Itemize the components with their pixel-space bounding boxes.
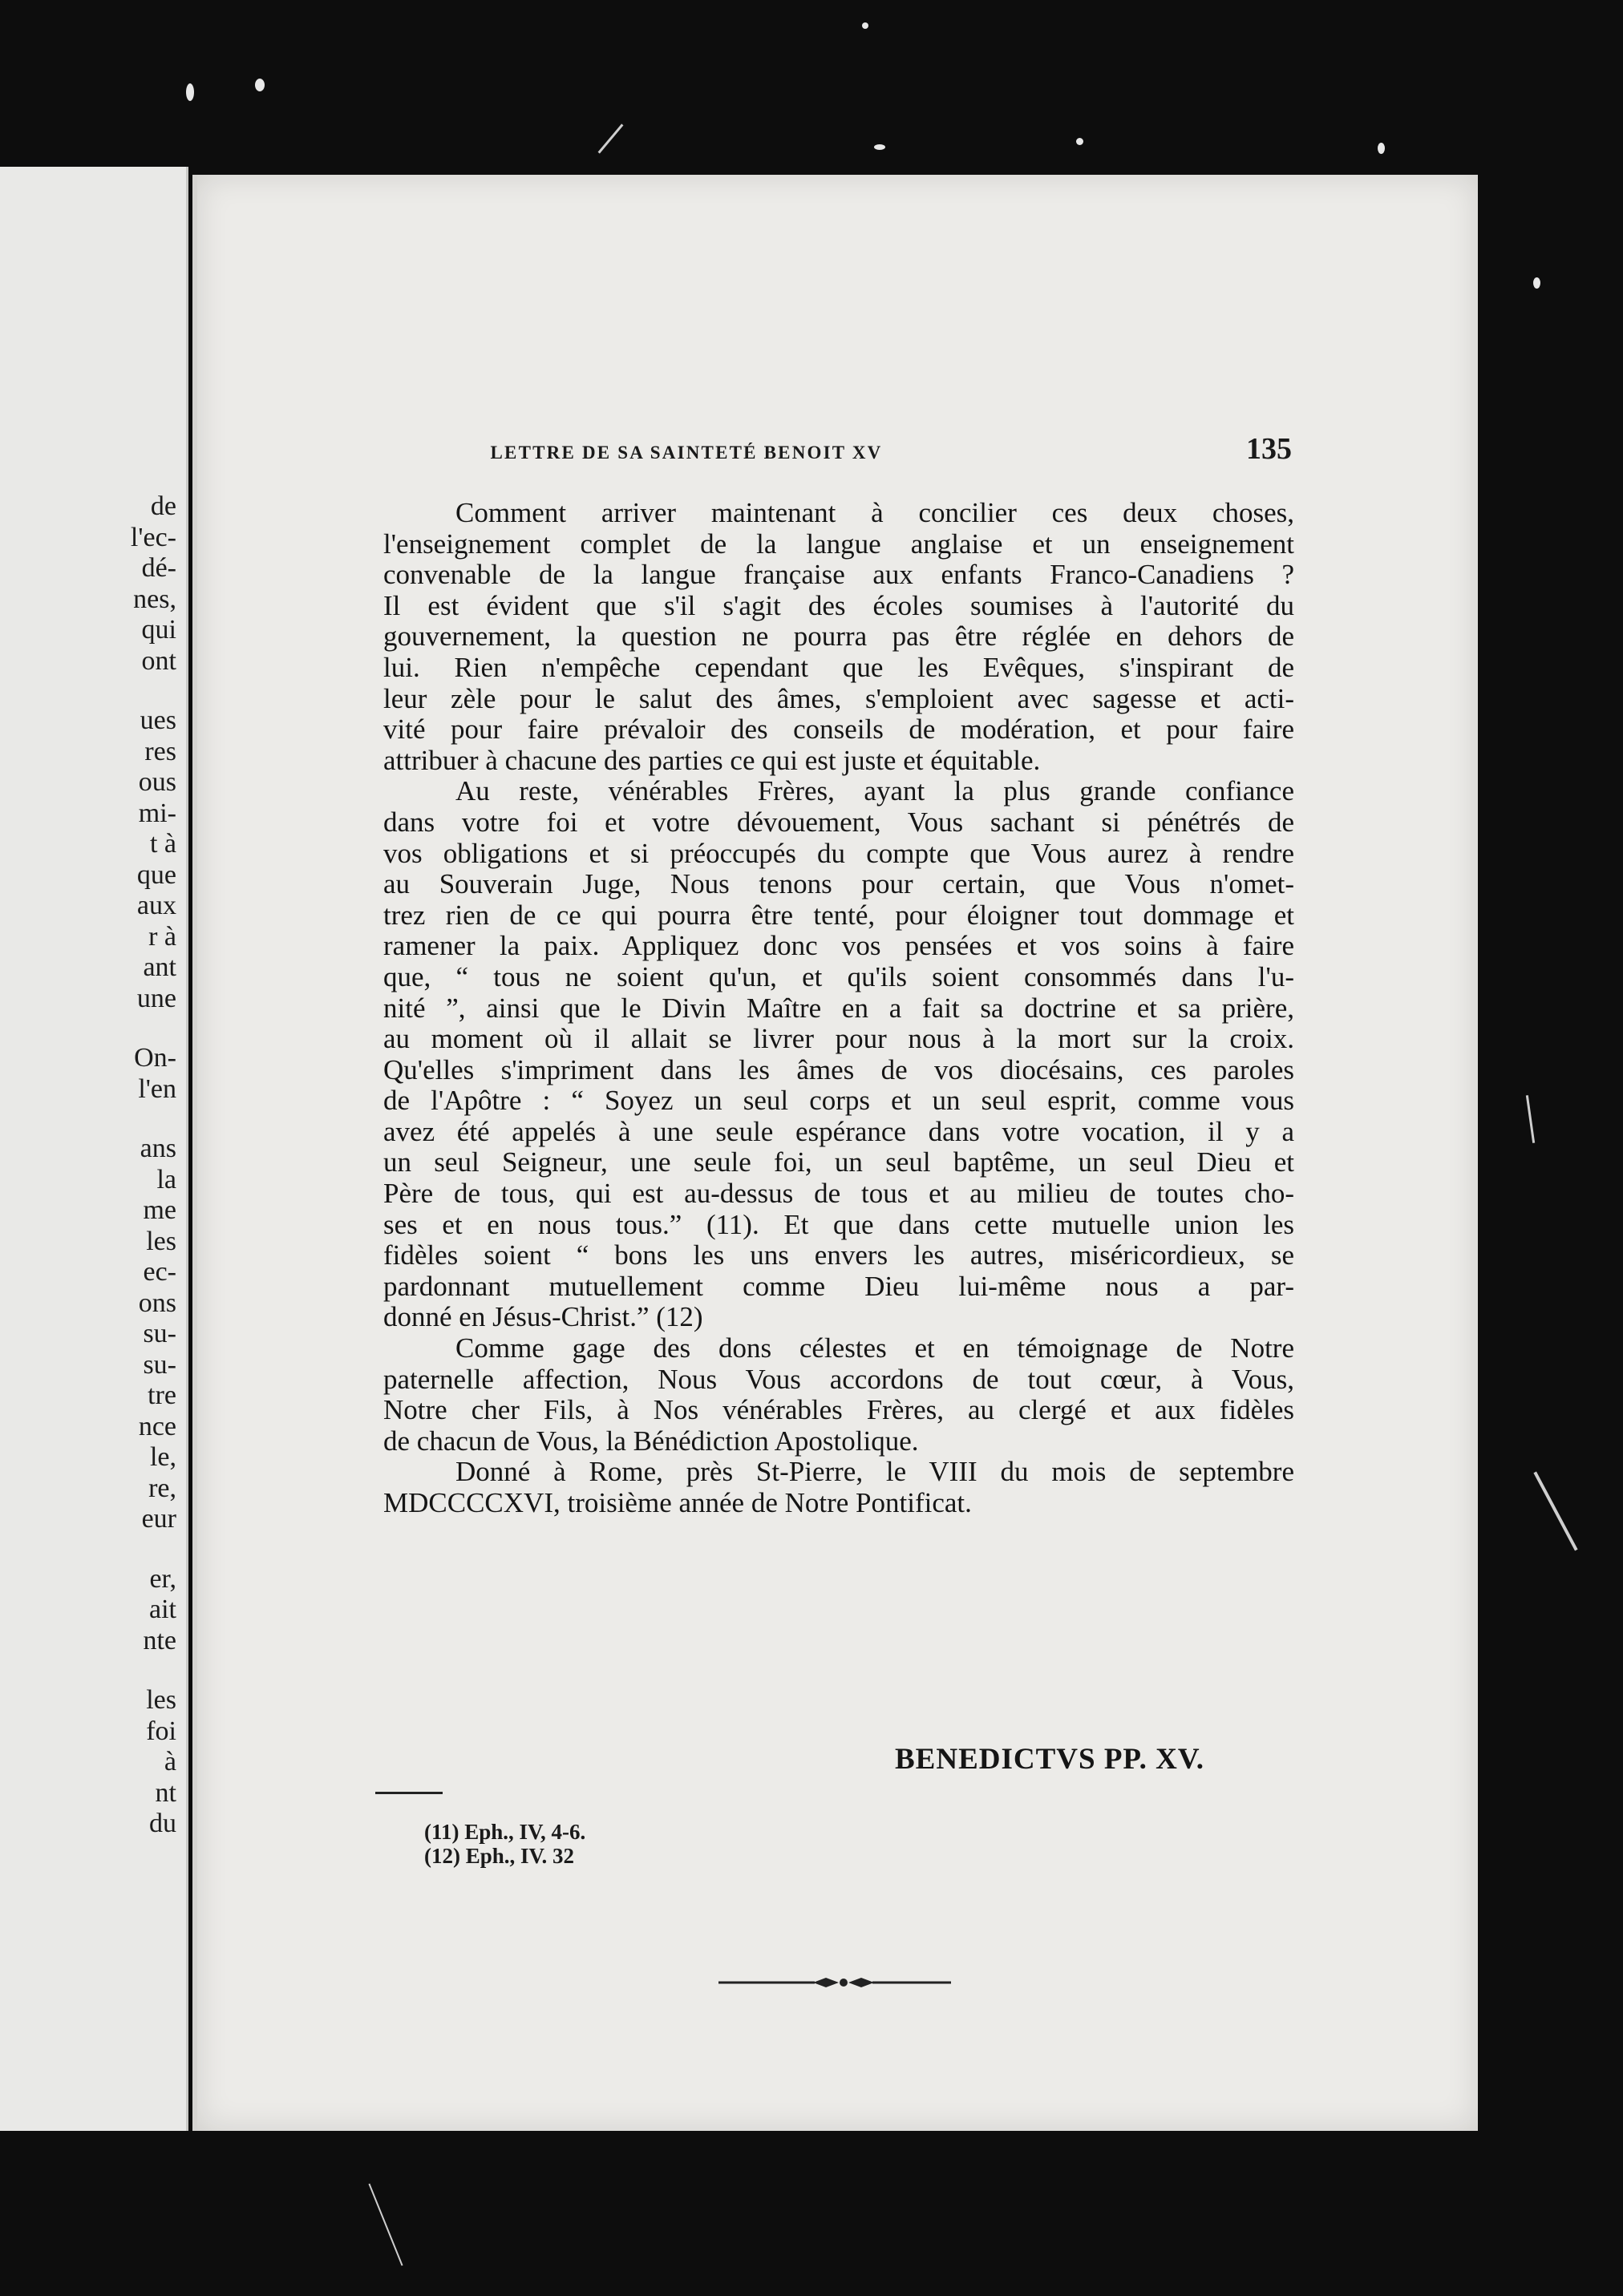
facing-line-fragment: ons — [138, 1287, 176, 1318]
text-line: donné en Jésus-Christ.” (12) — [383, 1301, 703, 1333]
footnotes — [424, 1820, 585, 1868]
text-line: au moment où il allait se livrer pour nous à la mort sur la croix. — [383, 1023, 1294, 1055]
dust-speck — [1076, 138, 1083, 145]
facing-line-fragment: r à — [148, 921, 176, 952]
text-line: Notre cher Fils, à Nos vénérables Frères, au clergé et aux fidèles — [383, 1394, 1294, 1426]
facing-line-fragment: une — [136, 983, 176, 1013]
text-line: Père de tous, qui est au-dessus de tous et au milieu de toutes cho- — [383, 1178, 1294, 1210]
text-line: dans votre foi et votre dévouement, Vous sachant si pénétrés de — [383, 806, 1294, 838]
text-line: leur zèle pour le salut des âmes, s'emploient avec sagesse et acti- — [383, 682, 1294, 714]
facing-line-fragment: nce — [138, 1411, 176, 1441]
line-gap — [0, 1014, 176, 1043]
text-line: Il est évident que s'il s'agit des écoles soumises à l'autorité du — [383, 589, 1294, 621]
running-title: LETTRE DE SA SAINTETÉ BENOIT XV — [490, 443, 883, 463]
letter-body — [383, 498, 1294, 1519]
facing-line-fragment: nt — [155, 1777, 176, 1808]
book-page — [192, 175, 1478, 2131]
text-line: Comment arriver maintenant à concilier ces deux choses, — [455, 497, 1294, 528]
line-gap — [0, 677, 176, 705]
facing-line-fragment: mi- — [138, 798, 176, 828]
text-line: attribuer à chacune des parties ce qui est juste et équitable. — [383, 744, 1041, 776]
line-gap — [0, 1105, 176, 1134]
facing-line-fragment: les — [146, 1685, 176, 1715]
facing-line-fragment: su- — [143, 1349, 176, 1380]
text-line: que, “ tous ne soient qu'un, et qu'ils soient consommés dans l'u- — [383, 960, 1294, 992]
facing-line-fragment: eur — [141, 1504, 176, 1534]
facing-line-fragment: ec- — [143, 1257, 176, 1287]
text-line: l'enseignement complet de la langue anglaise et un enseignement — [383, 528, 1294, 560]
facing-line-fragment: les — [146, 1226, 176, 1256]
facing-line-fragment: l'ec- — [130, 522, 176, 552]
facing-line-fragment: me — [143, 1195, 176, 1225]
footnote-12: (12) Eph., IV. 32 — [424, 1844, 575, 1868]
text-line: MDCCCCXVI, troisième année de Notre Pontificat. — [383, 1487, 972, 1518]
facing-page-left — [0, 167, 188, 2131]
text-line: convenable de la langue française aux enfants Franco-Canadiens ? — [383, 559, 1294, 591]
text-line: nité ”, ainsi que le Divin Maître en a fait sa doctrine et sa prière, — [383, 992, 1294, 1024]
facing-line-fragment: t à — [149, 829, 176, 859]
facing-line-fragment: l'en — [138, 1073, 176, 1104]
facing-line-fragment: ues — [140, 705, 176, 735]
text-line: ramener la paix. Appliquez donc vos pensées et vos soins à faire — [383, 930, 1294, 962]
text-line: ses et en nous tous.” (11). Et que dans cette mutuelle union les — [383, 1208, 1294, 1240]
text-line: pardonnant mutuellement comme Dieu lui-même nous a par- — [383, 1270, 1294, 1302]
facing-line-fragment: er, — [149, 1563, 176, 1594]
line-gap — [0, 1535, 176, 1564]
scratch-mark — [1526, 1095, 1535, 1143]
page-number: 135 — [1246, 432, 1292, 466]
facing-line-fragment: de — [150, 491, 176, 521]
facing-line-fragment: ant — [143, 952, 176, 982]
text-line: Comme gage des dons célestes et en témoignage de Notre — [455, 1332, 1294, 1364]
facing-line-fragment: du — [149, 1809, 176, 1838]
dust-speck — [874, 144, 885, 150]
facing-line-fragment: la — [156, 1164, 176, 1194]
line-gap — [0, 1656, 176, 1685]
dust-speck — [1378, 143, 1385, 154]
facing-line-fragment: ous — [138, 767, 176, 797]
facing-line-fragment: su- — [143, 1319, 176, 1348]
facing-line-fragment: res — [144, 736, 176, 766]
text-line: Donné à Rome, près St-Pierre, le VIII du mois de septembre — [455, 1456, 1294, 1488]
facing-line-fragment: nte — [143, 1625, 176, 1655]
footnote-rule — [375, 1792, 443, 1794]
text-line: paternelle affection, Nous Vous accordons de tout cœur, à Vous, — [383, 1363, 1294, 1395]
facing-line-fragment: foi — [146, 1716, 176, 1746]
text-line: de chacun de Vous, la Bénédiction Apostolique. — [383, 1425, 919, 1457]
scratch-mark — [598, 123, 624, 153]
text-line: Qu'elles s'impriment dans les âmes de vos diocésains, ces paroles — [383, 1053, 1294, 1085]
facing-line-fragment: à — [164, 1747, 176, 1777]
signature: BENEDICTVS PP. XV. — [895, 1743, 1205, 1776]
facing-line-fragment: ans — [140, 1134, 176, 1163]
text-line: un seul Seigneur, une seule foi, un seul baptême, un seul Dieu et — [383, 1146, 1294, 1178]
dust-speck — [862, 22, 868, 29]
facing-line-fragment: que — [136, 859, 176, 890]
text-line: Au reste, vénérables Frères, ayant la plus grande confiance — [455, 775, 1294, 807]
facing-line-fragment: re, — [148, 1473, 176, 1503]
scratch-mark — [1533, 1471, 1577, 1550]
facing-line-fragment: On- — [134, 1043, 176, 1073]
facing-line-fragment: ait — [149, 1595, 176, 1624]
facing-line-fragment: aux — [136, 891, 176, 920]
text-line: trez rien de ce qui pourra être tenté, pour éloigner tout dommage et — [383, 899, 1294, 931]
text-line: vos obligations et si préoccupés du compte que Vous aurez à rendre — [383, 837, 1294, 869]
facing-line-fragment: nes, — [133, 584, 176, 614]
text-line: fidèles soient “ bons les uns envers les autres, miséricordieux, se — [383, 1239, 1294, 1271]
text-line: gouvernement, la question ne pourra pas être réglée en dehors de — [383, 620, 1294, 653]
text-line: avez été appelés à une seule espérance dans votre vocation, il y a — [383, 1115, 1294, 1147]
text-line: de l'Apôtre : “ Soyez un seul corps et un seul esprit, comme vous — [383, 1085, 1294, 1117]
facing-line-fragment: tre — [148, 1380, 176, 1410]
text-line: vité pour faire prévaloir des conseils de modération, et pour faire — [383, 713, 1294, 746]
facing-page-text — [0, 491, 176, 1840]
facing-line-fragment: le, — [149, 1442, 176, 1472]
footnote-11: (11) Eph., IV, 4-6. — [424, 1820, 586, 1844]
dust-speck — [1533, 277, 1540, 289]
facing-line-fragment: ont — [141, 645, 176, 676]
dust-speck — [186, 83, 194, 101]
text-line: lui. Rien n'empêche cependant que les Evêques, s'inspirant de — [383, 651, 1294, 683]
ornament-divider — [718, 1971, 959, 1995]
facing-line-fragment: dé- — [141, 553, 176, 583]
dust-speck — [255, 79, 265, 91]
scratch-mark — [368, 2184, 403, 2266]
text-line: au Souverain Juge, Nous tenons pour certain, que Vous n'omet- — [383, 868, 1294, 900]
facing-line-fragment: qui — [141, 615, 176, 645]
